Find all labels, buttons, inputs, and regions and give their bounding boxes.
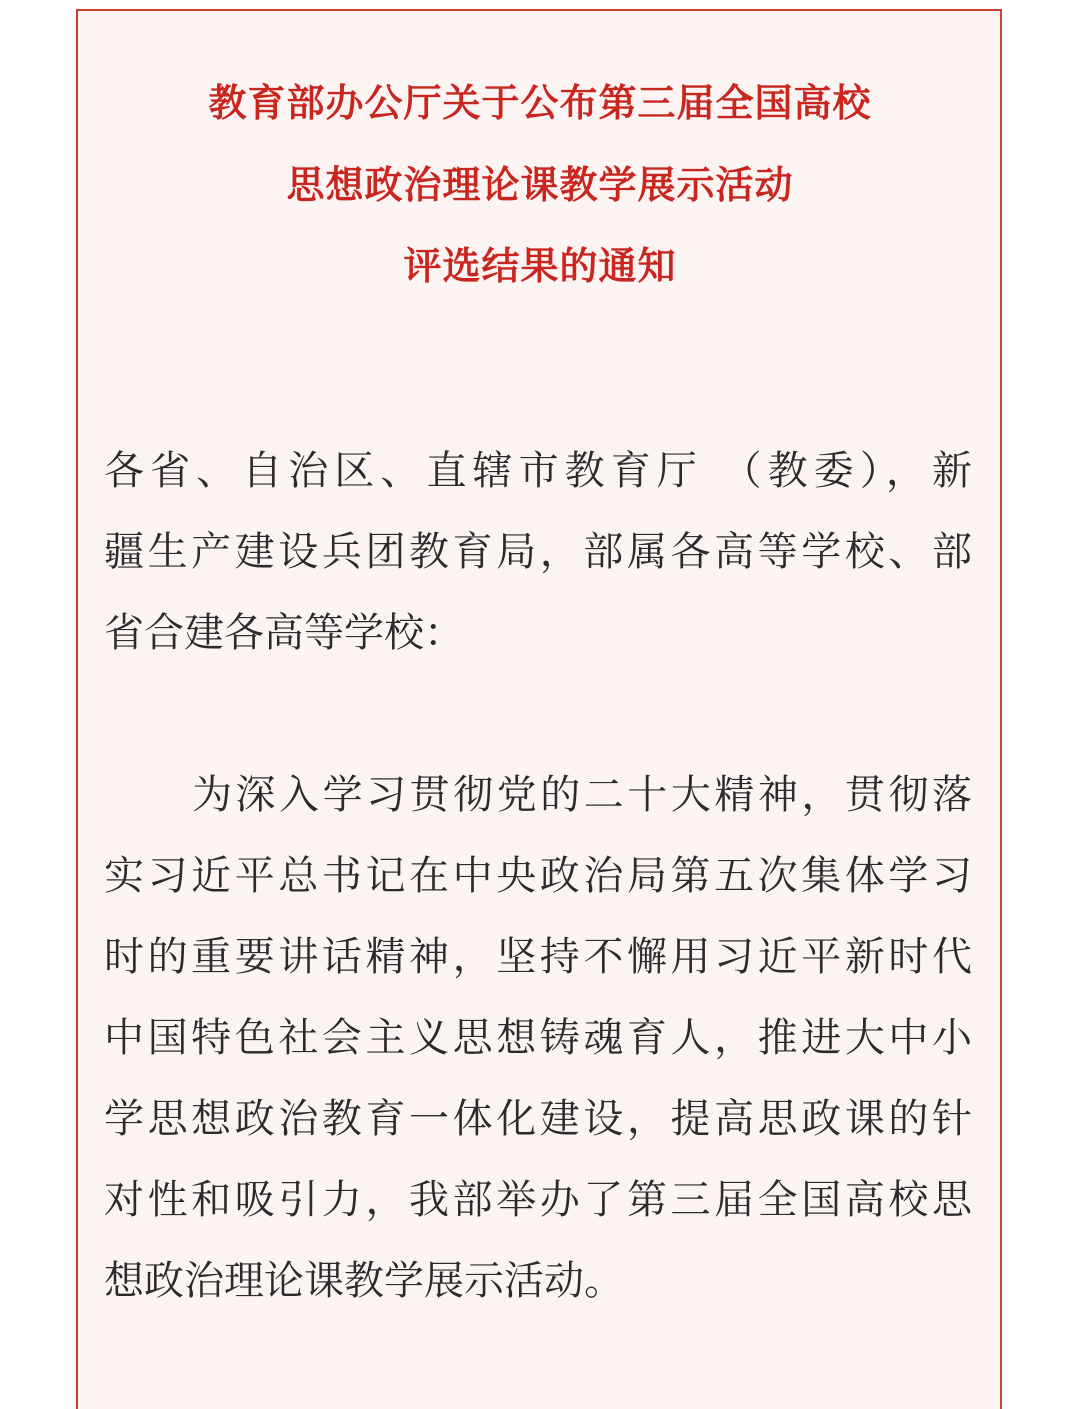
paragraph-line-1: 为深入学习贯彻党的二十大精神，贯彻落 <box>192 772 972 818</box>
notice-title-line-3: 评选结果的通知 <box>403 244 677 288</box>
paragraph-line-5: 学思想政治教育一体化建设，提高思政课的针 <box>104 1096 972 1142</box>
notice-title-line-2: 思想政治理论课教学展示活动 <box>286 163 794 207</box>
paragraph-line-3: 时的重要讲话精神，坚持不懈用习近平新时代 <box>104 934 972 980</box>
paragraph-line-7: 想政治理论课教学展示活动。 <box>104 1258 624 1304</box>
paragraph-line-2: 实习近平总书记在中央政治局第五次集体学习 <box>104 853 972 899</box>
notice-title-line-1: 教育部办公厅关于公布第三届全国高校 <box>208 81 872 125</box>
salutation-line-2: 疆生产建设兵团教育局，部属各高等学校、部 <box>104 529 972 575</box>
salutation-line-1: 各省、自治区、直辖市教育厅 （教委），新 <box>104 448 972 494</box>
paragraph-line-6: 对性和吸引力，我部举办了第三届全国高校思 <box>104 1177 972 1223</box>
salutation-line-3: 省合建各高等学校： <box>104 610 464 656</box>
paragraph-line-4: 中国特色社会主义思想铸魂育人，推进大中小 <box>104 1015 972 1061</box>
